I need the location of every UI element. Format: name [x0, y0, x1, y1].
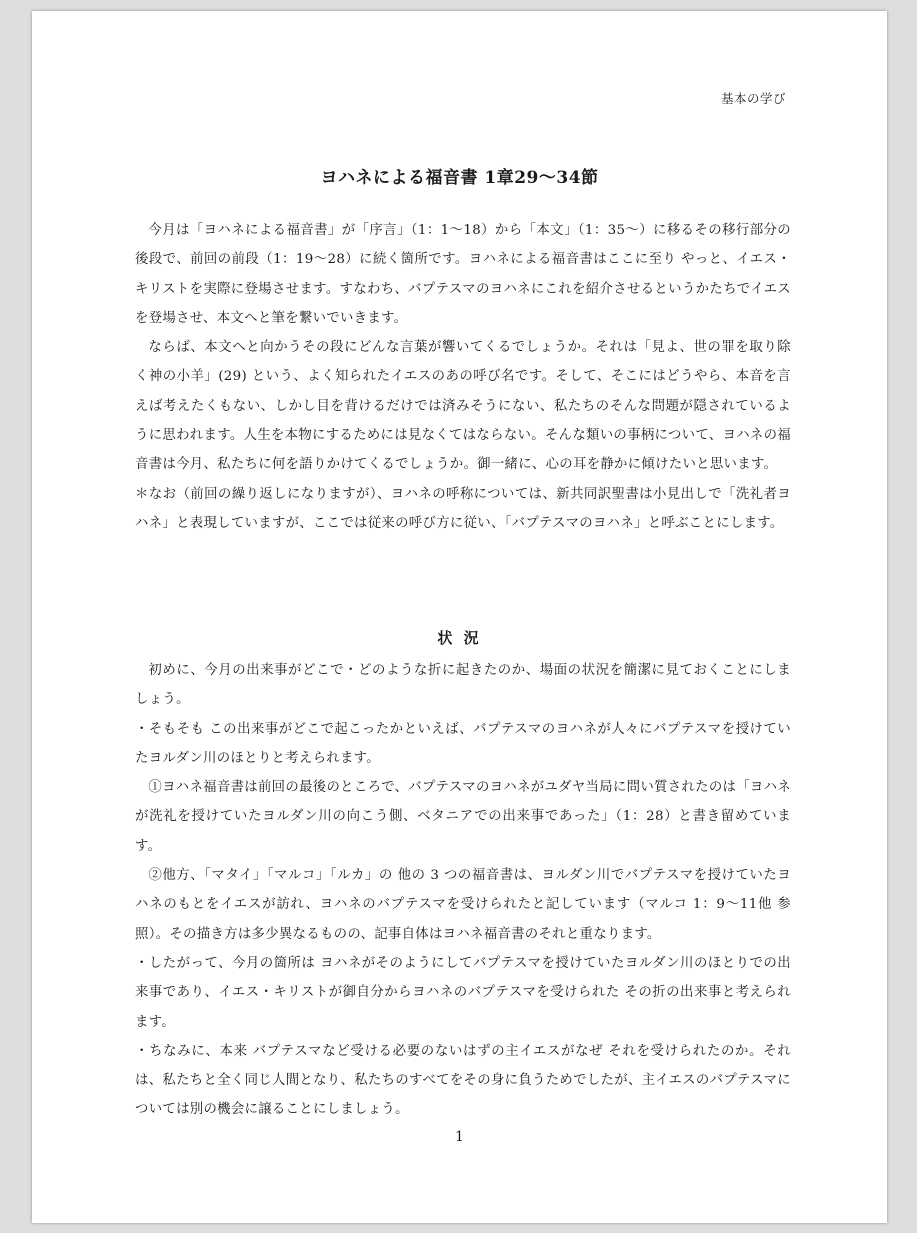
situation-paragraph-4: ②他方、「マタイ」「マルコ」「ルカ」の 他の 3 つの福音書は、ヨルダン川でバプテスマを授けていたヨハネのもとをイエスが訪れ、ヨハネのバプテスマを受けられたと記しています（マルコ 1：9〜11他 参照）。その描き方は多少異なるものの、記事自体はヨハネ福音書のそれと重なります。	[135, 868, 791, 942]
situation-section	[135, 656, 791, 1125]
document-title: ヨハネによる福音書 1章29〜34節	[320, 168, 599, 188]
situation-paragraph-1: 初めに、今月の出来事がどこで・どのような折に起きたのか、場面の状況を簡潔に見ておくことにしましょう。	[135, 663, 791, 708]
situation-paragraph-2: ・そもそも この出来事がどこで起こったかといえば、バプテスマのヨハネが人々にバプテスマを授けていたヨルダン川のほとりと考えられます。	[135, 721, 791, 766]
header-label: 基本の学び	[720, 91, 786, 106]
situation-paragraph-6: ・ちなみに、本来 バプテスマなど受ける必要のないはずの主イエスがなぜ それを受けられたのか。それは、私たちと全く同じ人間となり、私たちのすべてをその身に負うためでしたが、主イエスのバプテスマについては別の機会に譲ることにしましょう。	[135, 1043, 791, 1118]
page-number: 1	[455, 1129, 464, 1145]
situation-paragraph-5: ・したがって、今月の箇所は ヨハネがそのようにしてバプテスマを授けていたヨルダン川のほとりでの出来事であり、イエス・キリストが御自分からヨハネのバプテスマを受けられた その折の出来事と考えられます。	[135, 955, 791, 1030]
intro-paragraph-1: 今月は「ヨハネによる福音書」が「序言」（1：1〜18）から「本文」（1：35〜）に移るその移行部分の後段で、前回の前段（1：19〜28）に続く箇所です。ヨハネによる福音書はここに至り やっと、イエス・キリストを実際に登場させます。すなわち、バプテスマのヨハネにこれを紹介させるというかたちでイエスを登場させ、本文へと筆を繋いでいきます。	[135, 223, 791, 326]
intro-paragraph-2: ならば、本文へと向かうその段にどんな言葉が響いてくるでしょうか。それは「見よ、世の罪を取り除く神の小羊」(29) という、よく知られたイエスのあの呼び名です。そして、そこにはどうやら、本音を言えば考えたくもない、しかし目を背けるだけでは済みそうにない、私たちのそんな問題が隠されているように思われます。人生を本物にするためには見なくてはならない。そんな類いの事柄について、ヨハネの福音書は今月、私たちに何を語りかけてくるでしょうか。御一緒に、心の耳を静かに傾けたいと思います。	[135, 340, 791, 473]
situation-paragraph-3: ①ヨハネ福音書は前回の最後のところで、バプテスマのヨハネがユダヤ当局に問い質されたのは「ヨハネが洗礼を授けていたヨルダン川の向こう側、ベタニアでの出来事であった」（1：28）と書き留めています。	[135, 780, 791, 854]
intro-note: ＊なお（前回の繰り返しになりますが）、ヨハネの呼称については、新共同訳聖書は小見出しで「洗礼者ヨハネ」と表現していますが、ここでは従来の呼び方に従い、「バプテスマのヨハネ」と呼ぶことにします。	[135, 486, 791, 531]
document-page	[32, 11, 887, 1223]
intro-section	[135, 216, 791, 538]
section-heading: 状 況	[437, 629, 482, 647]
